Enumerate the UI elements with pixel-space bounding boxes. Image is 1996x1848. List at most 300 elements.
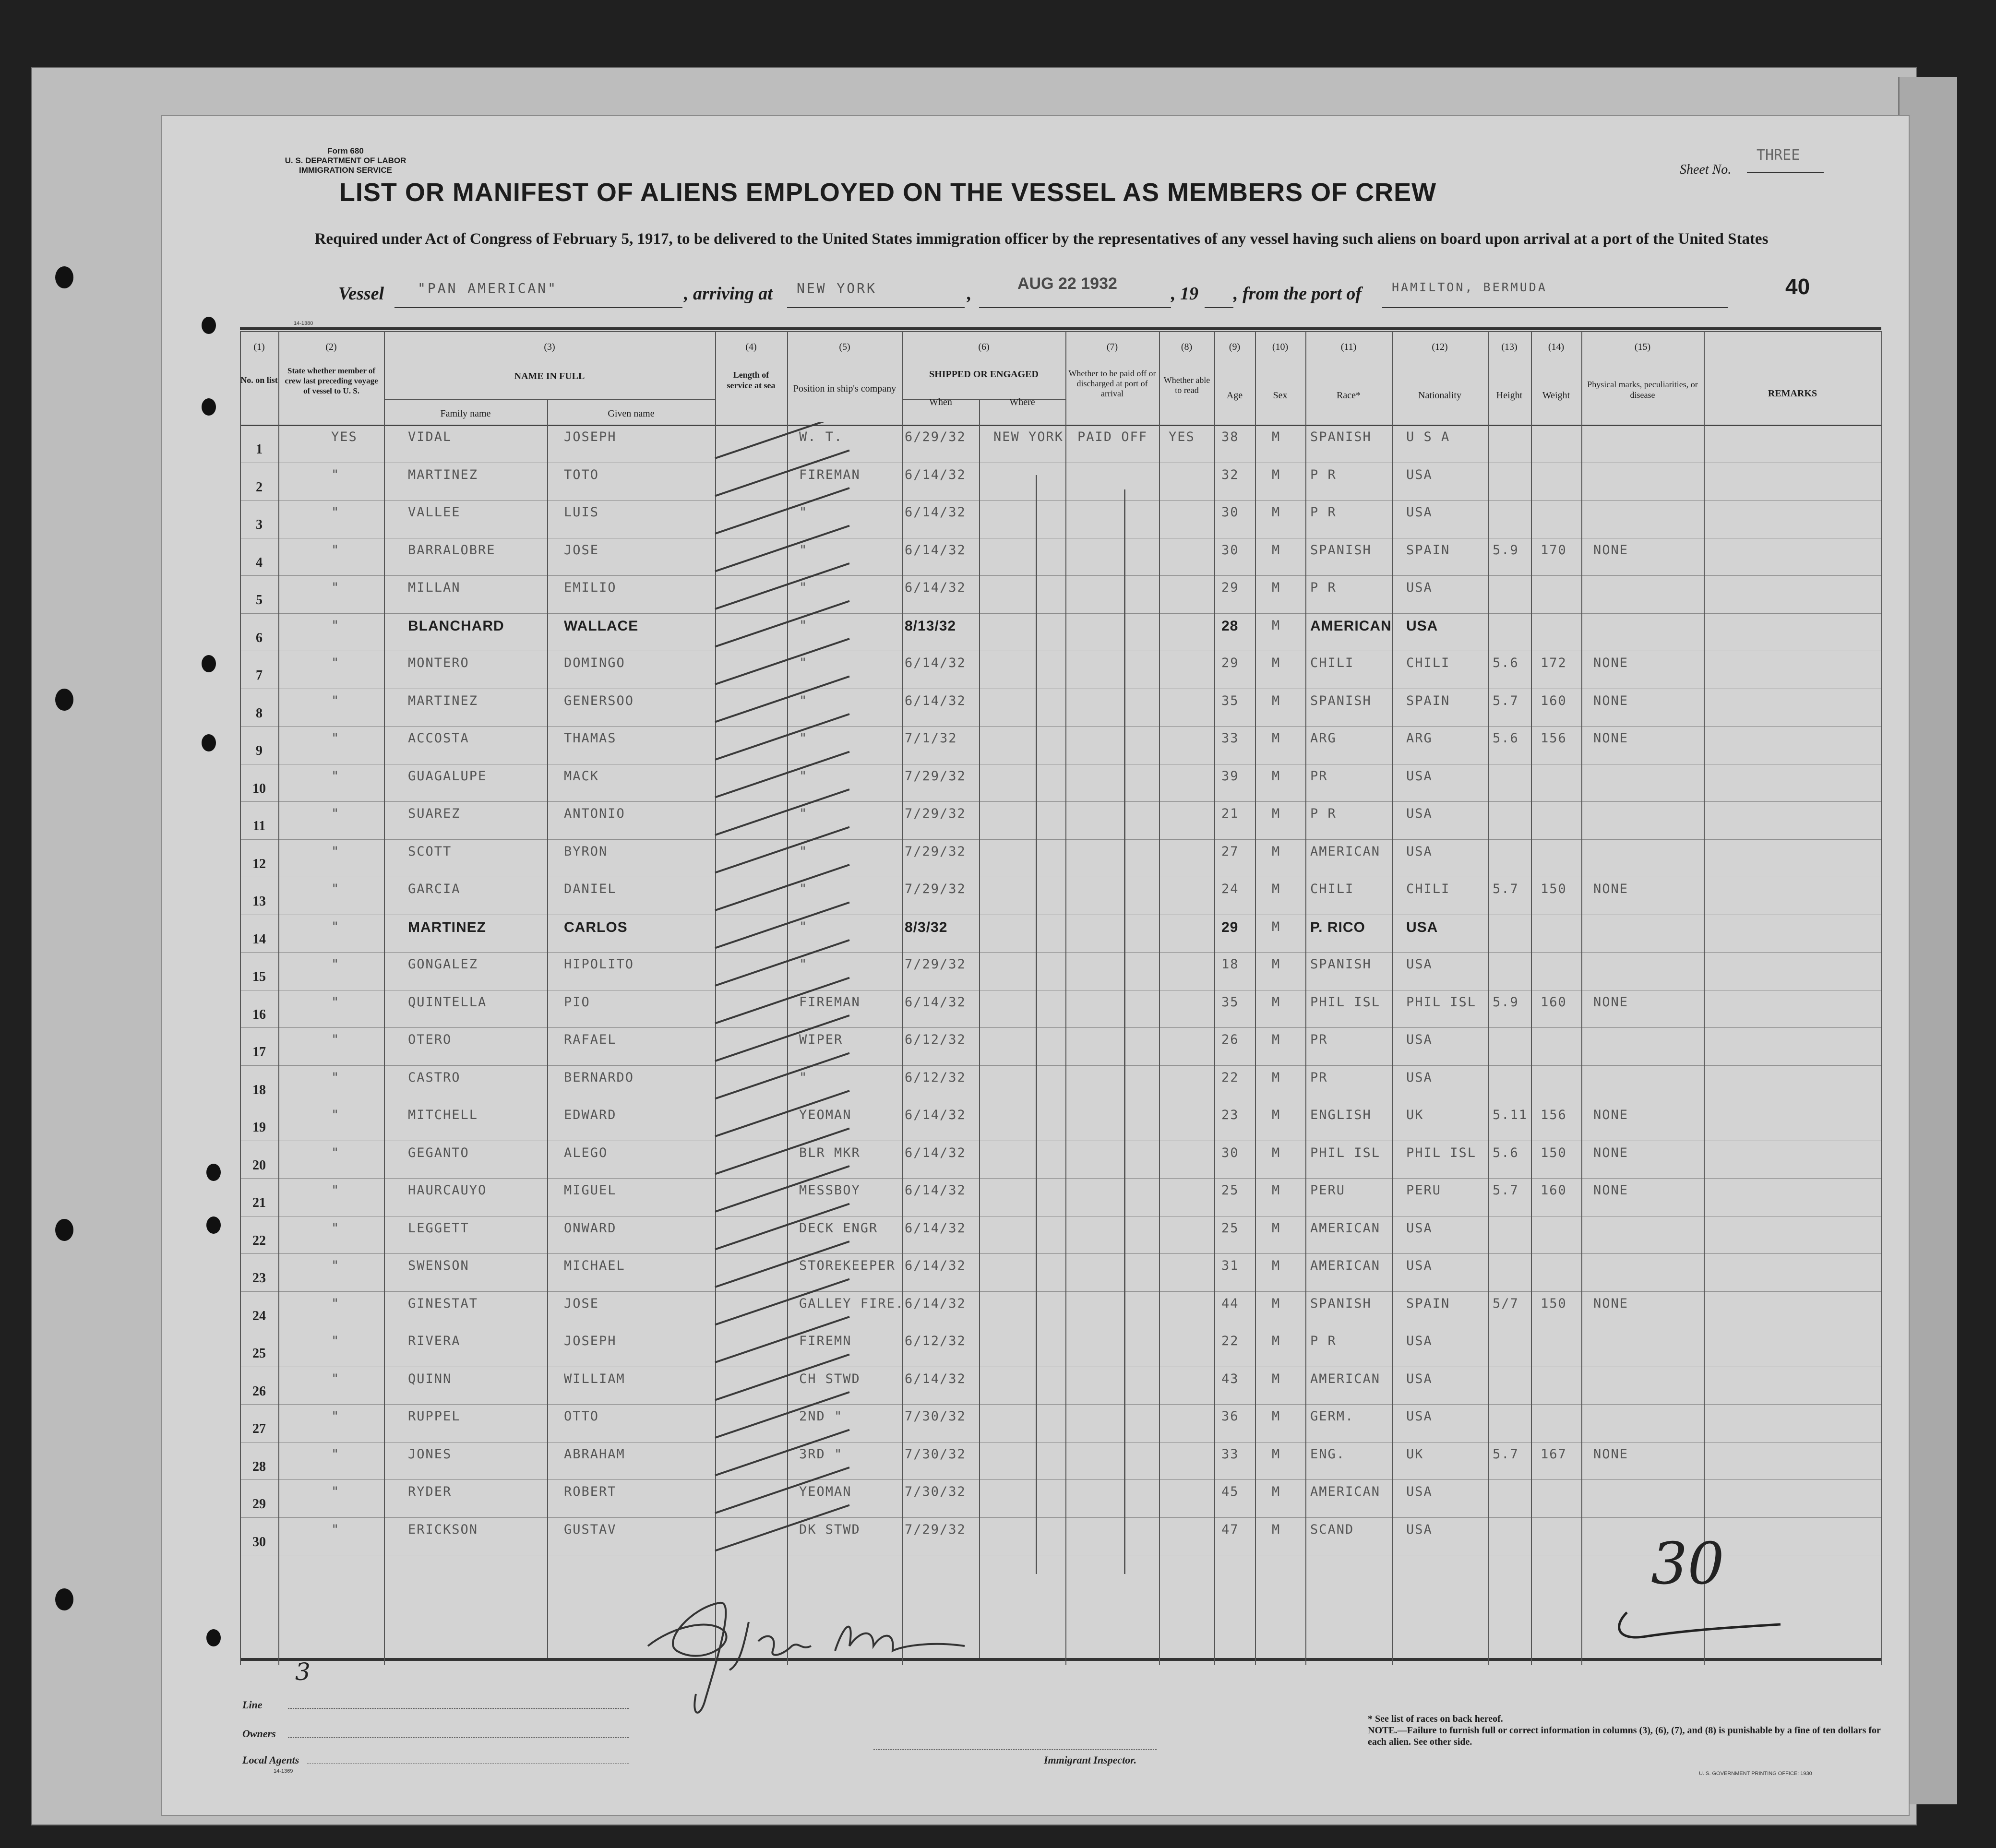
race-cell: ENG. xyxy=(1310,1446,1346,1462)
footnote-note: NOTE.—Failure to furnish full or correct information in columns (3), (6), (7), and (8) is punishable by a fine of ten dollars for each alien. See other side. xyxy=(1368,1725,1881,1747)
physical-marks-cell: NONE xyxy=(1593,1183,1629,1198)
pencil-tick xyxy=(715,1241,849,1287)
family-name-cell: GINESTAT xyxy=(408,1296,478,1311)
row-separator xyxy=(240,1253,1881,1254)
pencil-tick xyxy=(715,1015,849,1061)
print-code: 14-1380 xyxy=(294,321,313,326)
nationality-cell: USA xyxy=(1406,919,1438,935)
pencil-strokes xyxy=(691,422,893,1608)
row-separator xyxy=(240,1027,1881,1028)
when-cell: 6/14/32 xyxy=(905,1371,966,1386)
physical-marks-cell: NONE xyxy=(1593,1296,1629,1311)
when-cell: 6/12/32 xyxy=(905,1032,966,1047)
age-cell: 45 xyxy=(1221,1484,1239,1499)
given-name-cell: JOSE xyxy=(564,1296,599,1311)
pencil-tick xyxy=(715,1317,849,1362)
column-header-shipped: SHIPPED OR ENGAGED xyxy=(929,369,1039,380)
height-cell: 5.6 xyxy=(1493,731,1519,746)
punch-hole xyxy=(55,1588,73,1610)
prev-voyage-cell: " xyxy=(331,957,340,972)
position-cell: YEOMAN xyxy=(799,1484,852,1499)
age-cell: 39 xyxy=(1221,768,1239,784)
prev-voyage-cell: " xyxy=(331,806,340,821)
row-number: 3 xyxy=(256,517,263,532)
age-cell: 18 xyxy=(1221,957,1239,972)
column-header-remarks: REMARKS xyxy=(1768,388,1817,399)
age-cell: 21 xyxy=(1221,806,1239,821)
sex-cell: M xyxy=(1272,1220,1281,1236)
printing-office: U. S. GOVERNMENT PRINTING OFFICE: 1930 xyxy=(1699,1771,1812,1776)
race-cell: P R xyxy=(1310,505,1337,520)
pencil-tick xyxy=(715,677,849,722)
pencil-tick xyxy=(715,978,849,1024)
column-header-family-name: Family name xyxy=(440,408,491,419)
position-cell: " xyxy=(799,882,808,896)
race-cell: PERU xyxy=(1310,1183,1346,1198)
sex-cell: M xyxy=(1272,693,1281,708)
sex-cell: M xyxy=(1272,580,1281,595)
pencil-tick xyxy=(715,526,849,572)
footer-agents-label: Local Agents xyxy=(242,1754,299,1766)
footer-line-label: Line xyxy=(242,1699,263,1711)
weight-cell: 167 xyxy=(1541,1446,1567,1462)
column-border xyxy=(1581,331,1582,1665)
height-cell: 5.6 xyxy=(1493,1145,1519,1160)
age-cell: 30 xyxy=(1221,505,1239,520)
nationality-cell: USA xyxy=(1406,505,1433,520)
race-cell: PR xyxy=(1310,768,1328,784)
row-number: 1 xyxy=(256,442,263,457)
given-name-cell: JOSEPH xyxy=(564,429,617,444)
row-number: 7 xyxy=(256,668,263,683)
race-cell: SPANISH xyxy=(1310,1296,1372,1311)
age-cell: 47 xyxy=(1221,1522,1239,1537)
prev-voyage-cell: " xyxy=(331,1070,340,1085)
position-cell: BLR MKR xyxy=(799,1145,861,1160)
column-number: (15) xyxy=(1634,342,1651,352)
pencil-tick xyxy=(715,1204,849,1250)
sex-cell: M xyxy=(1272,1070,1281,1085)
race-cell: PR xyxy=(1310,1032,1328,1047)
height-cell: 5.7 xyxy=(1493,1446,1519,1462)
family-name-cell: QUINN xyxy=(408,1371,452,1386)
height-cell: 5.9 xyxy=(1493,542,1519,558)
race-cell: AMERICAN xyxy=(1310,618,1392,634)
family-name-cell: GARCIA xyxy=(408,882,461,896)
sex-cell: M xyxy=(1272,1183,1281,1198)
pencil-tick xyxy=(715,422,849,458)
race-cell: P R xyxy=(1310,580,1337,595)
given-name-cell: TOTO xyxy=(564,467,599,482)
row-number: 20 xyxy=(252,1157,266,1173)
row-separator xyxy=(240,726,1881,727)
when-cell: 7/1/32 xyxy=(905,731,957,746)
column-border xyxy=(902,331,903,1665)
row-number: 24 xyxy=(252,1308,266,1323)
footer-agents-code: 14-1369 xyxy=(274,1768,293,1774)
ditto-line-where xyxy=(1036,475,1037,1574)
family-name-cell: GEGANTO xyxy=(408,1145,469,1160)
when-cell: 6/12/32 xyxy=(905,1070,966,1085)
position-cell: " xyxy=(799,957,808,972)
when-cell: 6/14/32 xyxy=(905,542,966,558)
pencil-tick xyxy=(715,714,849,760)
prev-voyage-cell: " xyxy=(331,994,340,1010)
prev-voyage-cell: " xyxy=(331,1220,340,1236)
pencil-tick xyxy=(715,601,849,647)
where-cell: NEW YORK xyxy=(993,429,1064,444)
sex-cell: M xyxy=(1272,1371,1281,1386)
row-separator xyxy=(240,1404,1881,1405)
family-name-cell: RUPPEL xyxy=(408,1409,461,1424)
pencil-tick xyxy=(715,1091,849,1136)
family-name-cell: GONGALEZ xyxy=(408,957,478,972)
vessel-name: "PAN AMERICAN" xyxy=(418,280,558,296)
row-number: 28 xyxy=(252,1459,266,1474)
height-cell: 5.7 xyxy=(1493,693,1519,708)
row-separator xyxy=(240,952,1881,953)
column-header-nationality: Nationality xyxy=(1418,390,1461,401)
column-header-able-to-read: Whether able to read xyxy=(1163,375,1210,395)
position-cell: " xyxy=(799,806,808,821)
nationality-cell: USA xyxy=(1406,1070,1433,1085)
column-border xyxy=(1065,331,1066,1665)
weight-cell: 156 xyxy=(1541,731,1567,746)
weight-cell: 150 xyxy=(1541,882,1567,896)
department-name: U. S. DEPARTMENT OF LABOR xyxy=(285,156,406,165)
column-border xyxy=(1531,331,1532,1665)
pencil-tick xyxy=(715,563,849,609)
age-cell: 26 xyxy=(1221,1032,1239,1047)
position-cell: " xyxy=(799,656,808,670)
family-name-cell: MITCHELL xyxy=(408,1108,478,1122)
race-cell: AMERICAN xyxy=(1310,1371,1381,1386)
table-bottom-border xyxy=(240,1658,1881,1661)
given-name-cell: THAMAS xyxy=(564,731,617,746)
able-to-read-cell: YES xyxy=(1169,429,1195,444)
when-cell: 7/29/32 xyxy=(905,882,966,896)
row-number: 30 xyxy=(252,1534,266,1550)
prev-voyage-cell: " xyxy=(331,1296,340,1311)
row-number: 2 xyxy=(256,479,263,495)
given-name-cell: BYRON xyxy=(564,844,608,859)
date-comma: , xyxy=(967,284,972,304)
race-cell: P R xyxy=(1310,467,1337,482)
sex-cell: M xyxy=(1272,1409,1281,1424)
row-number: 21 xyxy=(252,1195,266,1210)
sex-cell: M xyxy=(1272,1108,1281,1122)
sex-cell: M xyxy=(1272,806,1281,821)
row-separator xyxy=(240,1178,1881,1179)
when-cell: 6/14/32 xyxy=(905,1296,966,1311)
position-cell: 2ND " xyxy=(799,1409,843,1424)
row-number: 29 xyxy=(252,1497,266,1512)
race-cell: P R xyxy=(1310,1334,1337,1348)
position-cell: YEOMAN xyxy=(799,1108,852,1122)
when-cell: 6/12/32 xyxy=(905,1334,966,1348)
vessel-underline xyxy=(394,307,682,308)
family-name-cell: ACCOSTA xyxy=(408,731,469,746)
pencil-tick xyxy=(715,1505,849,1551)
prev-voyage-cell: " xyxy=(331,768,340,784)
nationality-cell: USA xyxy=(1406,1258,1433,1273)
footnote xyxy=(1368,1713,1886,1748)
given-name-cell: ABRAHAM xyxy=(564,1446,625,1462)
punch-hole xyxy=(206,1216,221,1234)
family-name-cell: MARTINEZ xyxy=(408,693,478,708)
sex-cell: M xyxy=(1272,429,1281,444)
given-name-cell: GUSTAV xyxy=(564,1522,617,1537)
from-port: HAMILTON, BERMUDA xyxy=(1392,280,1547,294)
punch-hole xyxy=(55,266,73,288)
prev-voyage-cell: " xyxy=(331,618,340,633)
age-cell: 36 xyxy=(1221,1409,1239,1424)
row-number: 17 xyxy=(252,1045,266,1060)
row-separator xyxy=(240,613,1881,614)
prev-voyage-cell: " xyxy=(331,882,340,896)
age-cell: 32 xyxy=(1221,467,1239,482)
row-number: 19 xyxy=(252,1120,266,1135)
when-cell: 6/14/32 xyxy=(905,467,966,482)
race-cell: SPANISH xyxy=(1310,429,1372,444)
age-cell: 29 xyxy=(1221,580,1239,595)
column-header-height: Height xyxy=(1496,390,1523,401)
nationality-cell: ARG xyxy=(1406,731,1433,746)
physical-marks-cell: NONE xyxy=(1593,656,1629,670)
name-subheader-line xyxy=(384,399,715,400)
date-stamp: AUG 22 1932 xyxy=(1017,274,1117,293)
prev-voyage-cell: " xyxy=(331,542,340,558)
column-number: (11) xyxy=(1340,342,1357,352)
age-cell: 38 xyxy=(1221,429,1239,444)
column-border xyxy=(979,399,980,1658)
prev-voyage-cell: " xyxy=(331,656,340,670)
prev-voyage-cell: " xyxy=(331,1334,340,1348)
sex-cell: M xyxy=(1272,1032,1281,1047)
column-number: (8) xyxy=(1181,342,1193,352)
nationality-cell: SPAIN xyxy=(1406,1296,1450,1311)
punch-hole xyxy=(202,655,216,672)
position-cell: " xyxy=(799,542,808,558)
sex-cell: M xyxy=(1272,1145,1281,1160)
height-cell: 5.7 xyxy=(1493,1183,1519,1198)
given-name-cell: DANIEL xyxy=(564,882,617,896)
given-name-cell: PIO xyxy=(564,994,590,1010)
nationality-cell: USA xyxy=(1406,1484,1433,1499)
nationality-cell: UK xyxy=(1406,1108,1424,1122)
race-cell: AMERICAN xyxy=(1310,844,1381,859)
prev-voyage-cell: " xyxy=(331,467,340,482)
age-cell: 33 xyxy=(1221,1446,1239,1462)
punch-hole xyxy=(206,1629,221,1646)
nationality-cell: USA xyxy=(1406,1032,1433,1047)
race-cell: PHIL ISL xyxy=(1310,1145,1381,1160)
pencil-tick xyxy=(715,1129,849,1174)
race-cell: GERM. xyxy=(1310,1409,1354,1424)
column-header-race: Race* xyxy=(1337,390,1361,401)
footer-line-underline xyxy=(288,1708,629,1709)
prev-voyage-cell: " xyxy=(331,844,340,859)
footnote-star: * See list of races on back hereof. xyxy=(1368,1714,1503,1724)
column-header-paid-off: Whether to be paid off or discharged at port of arrival xyxy=(1068,369,1156,398)
row-number: 11 xyxy=(252,819,266,834)
column-number: (9) xyxy=(1229,342,1241,352)
when-cell: 7/29/32 xyxy=(905,957,966,972)
table-top-border xyxy=(240,327,1881,330)
prev-voyage-cell: " xyxy=(331,1183,340,1198)
family-name-cell: VIDAL xyxy=(408,429,452,444)
position-cell: DK STWD xyxy=(799,1522,861,1537)
prev-voyage-cell: " xyxy=(331,580,340,595)
column-border xyxy=(1159,331,1160,1665)
prev-voyage-cell: " xyxy=(331,1446,340,1462)
prev-voyage-cell: " xyxy=(331,693,340,708)
sex-cell: M xyxy=(1272,505,1281,520)
nationality-cell: U S A xyxy=(1406,429,1450,444)
margin-note: 3 xyxy=(295,1658,311,1686)
given-name-cell: WILLIAM xyxy=(564,1371,625,1386)
given-name-cell: ROBERT xyxy=(564,1484,617,1499)
race-cell: AMERICAN xyxy=(1310,1220,1381,1236)
position-cell: " xyxy=(799,580,808,595)
prev-voyage-cell: " xyxy=(331,1409,340,1424)
race-cell: CHILI xyxy=(1310,656,1354,670)
race-cell: PHIL ISL xyxy=(1310,994,1381,1010)
weight-cell: 160 xyxy=(1541,994,1567,1010)
column-header-name: NAME IN FULL xyxy=(514,371,585,382)
given-name-cell: LUIS xyxy=(564,505,599,520)
column-number: (5) xyxy=(839,342,850,352)
pencil-tick xyxy=(715,903,849,948)
pencil-tick xyxy=(715,488,849,534)
given-name-cell: MACK xyxy=(564,768,599,784)
age-cell: 44 xyxy=(1221,1296,1239,1311)
pencil-tick xyxy=(715,1430,849,1476)
race-cell: AMERICAN xyxy=(1310,1258,1381,1273)
family-name-cell: MARTINEZ xyxy=(408,467,478,482)
physical-marks-cell: NONE xyxy=(1593,731,1629,746)
given-name-cell: GENERSOO xyxy=(564,693,634,708)
age-cell: 23 xyxy=(1221,1108,1239,1122)
weight-cell: 160 xyxy=(1541,1183,1567,1198)
prev-voyage-cell: " xyxy=(331,505,340,520)
sex-cell: M xyxy=(1272,1484,1281,1499)
sex-cell: M xyxy=(1272,1446,1281,1462)
family-name-cell: VALLEE xyxy=(408,505,461,520)
year-underline xyxy=(1205,307,1233,308)
column-number: (14) xyxy=(1548,342,1565,352)
prev-voyage-cell: " xyxy=(331,731,340,746)
given-name-cell: OTTO xyxy=(564,1409,599,1424)
when-cell: 7/30/32 xyxy=(905,1409,966,1424)
physical-marks-cell: NONE xyxy=(1593,1108,1629,1122)
age-cell: 22 xyxy=(1221,1070,1239,1085)
total-count: 30 xyxy=(1651,1531,1724,1598)
nationality-cell: USA xyxy=(1406,844,1433,859)
height-cell: 5.11 xyxy=(1493,1108,1528,1122)
sex-cell: M xyxy=(1272,731,1281,746)
given-name-cell: RAFAEL xyxy=(564,1032,617,1047)
sheet-value: THREE xyxy=(1757,147,1800,164)
arriving-label: , arriving at xyxy=(684,284,773,304)
total-underline xyxy=(1608,1603,1800,1651)
weight-cell: 160 xyxy=(1541,693,1567,708)
punch-hole xyxy=(202,734,216,751)
height-cell: 5/7 xyxy=(1493,1296,1519,1311)
form-number: Form 680 xyxy=(327,146,364,155)
given-name-cell: DOMINGO xyxy=(564,656,625,670)
age-cell: 35 xyxy=(1221,693,1239,708)
family-name-cell: ERICKSON xyxy=(408,1522,478,1537)
age-cell: 43 xyxy=(1221,1371,1239,1386)
race-cell: ARG xyxy=(1310,731,1337,746)
nationality-cell: PHIL ISL xyxy=(1406,994,1477,1010)
row-separator xyxy=(240,1291,1881,1292)
weight-cell: 150 xyxy=(1541,1145,1567,1160)
family-name-cell: RIVERA xyxy=(408,1334,461,1348)
race-cell: ENGLISH xyxy=(1310,1108,1372,1122)
row-number: 9 xyxy=(256,743,263,758)
inspector-label: Immigrant Inspector. xyxy=(1044,1754,1137,1766)
row-separator xyxy=(240,1479,1881,1480)
nationality-cell: PHIL ISL xyxy=(1406,1145,1477,1160)
age-cell: 28 xyxy=(1221,618,1239,634)
age-cell: 29 xyxy=(1221,656,1239,670)
nationality-cell: USA xyxy=(1406,1409,1433,1424)
when-cell: 7/29/32 xyxy=(905,768,966,784)
inspector-underline xyxy=(873,1749,1157,1750)
pencil-tick xyxy=(715,827,849,873)
family-name-cell: GUAGALUPE xyxy=(408,768,487,784)
position-cell: " xyxy=(799,919,808,934)
nationality-cell: USA xyxy=(1406,467,1433,482)
age-cell: 30 xyxy=(1221,542,1239,558)
when-cell: 6/14/32 xyxy=(905,580,966,595)
given-name-cell: JOSEPH xyxy=(564,1334,617,1348)
from-port-underline xyxy=(1382,307,1728,308)
row-number: 13 xyxy=(252,894,266,909)
sex-cell: M xyxy=(1272,1258,1281,1273)
age-cell: 24 xyxy=(1221,882,1239,896)
row-separator xyxy=(240,575,1881,576)
race-cell: P. RICO xyxy=(1310,919,1365,935)
sex-cell: M xyxy=(1272,919,1281,934)
physical-marks-cell: NONE xyxy=(1593,1446,1629,1462)
nationality-cell: USA xyxy=(1406,1220,1433,1236)
pencil-tick xyxy=(715,752,849,798)
family-name-cell: SUAREZ xyxy=(408,806,461,821)
pencil-tick xyxy=(715,1053,849,1099)
family-name-cell: OTERO xyxy=(408,1032,452,1047)
from-port-label: , from the port of xyxy=(1233,284,1362,304)
column-border xyxy=(1488,331,1489,1665)
pencil-tick xyxy=(715,451,849,496)
prev-voyage-cell: " xyxy=(331,1484,340,1499)
footer-owners-underline xyxy=(288,1737,629,1738)
when-cell: 6/14/32 xyxy=(905,1183,966,1198)
row-number: 27 xyxy=(252,1421,266,1436)
ditto-line-paid-off xyxy=(1124,489,1125,1574)
sex-cell: M xyxy=(1272,542,1281,558)
age-cell: 31 xyxy=(1221,1258,1239,1273)
column-header-where: Where xyxy=(1009,397,1035,407)
race-cell: SCAND xyxy=(1310,1522,1354,1537)
nationality-cell: USA xyxy=(1406,1371,1433,1386)
row-number: 15 xyxy=(252,969,266,984)
punch-hole xyxy=(55,689,73,711)
column-header-age: Age xyxy=(1226,390,1243,401)
column-border xyxy=(1255,331,1256,1665)
